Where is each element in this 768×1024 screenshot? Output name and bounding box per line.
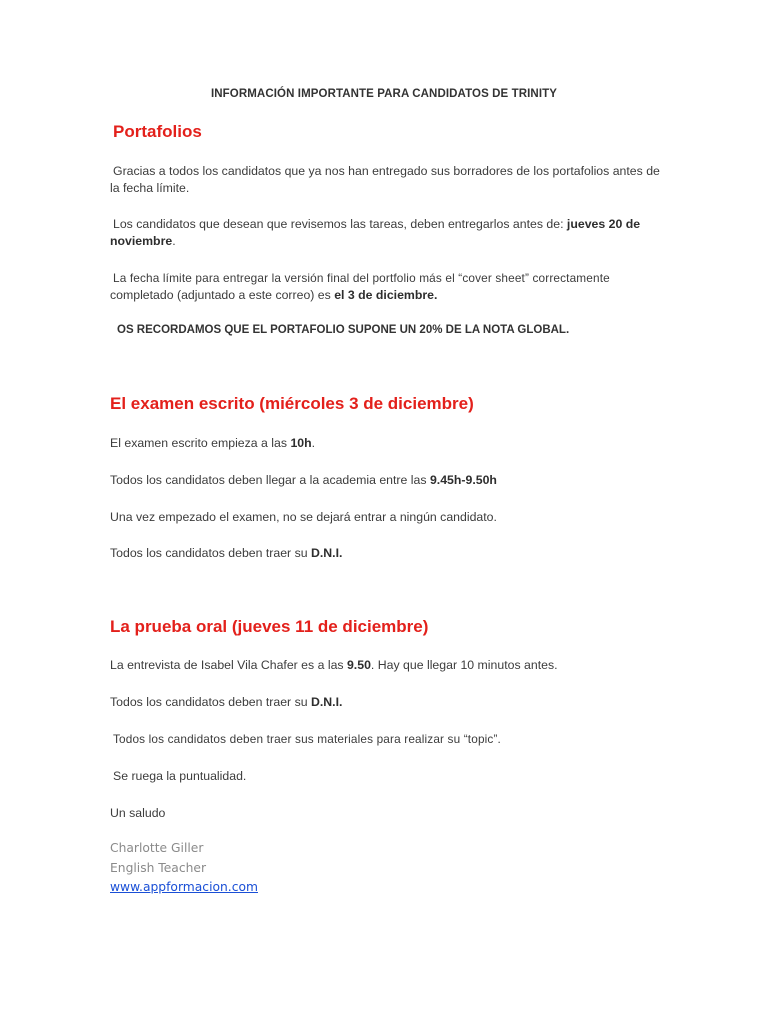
written-exam-start-end: .	[311, 436, 316, 450]
oral-exam-materials: Todos los candidatos deben traer sus materiales para realizar su “topic”.	[113, 732, 501, 746]
portafolios-final-date: el 3 de diciembre.	[334, 288, 438, 302]
oral-exam-interview-hour: 9.50	[346, 658, 371, 672]
oral-exam-interview-end: . Hay que llegar 10 minutos antes.	[370, 658, 558, 672]
portafolios-paragraph-2-end: .	[172, 234, 176, 248]
written-exam-start-time	[110, 435, 670, 452]
portafolios-paragraph-3	[110, 270, 670, 304]
oral-exam-id-text: Todos los candidatos deben traer su	[110, 695, 311, 709]
oral-exam-punctuality: Se ruega la puntualidad.	[113, 769, 247, 783]
written-exam-arrival	[110, 472, 670, 489]
signature-role: English Teacher	[110, 861, 207, 875]
written-exam-arrival-text: Todos los candidatos deben llegar a la academia entre las	[110, 473, 430, 487]
portafolios-reminder: OS RECORDAMOS QUE EL PORTAFOLIO SUPONE UN 20% DE LA NOTA GLOBAL.	[117, 324, 570, 336]
written-exam-start-text: El examen escrito empieza a las	[110, 436, 291, 450]
section-heading-portafolios: Portafolios	[113, 122, 202, 141]
written-exam-id-bold: D.N.I.	[310, 546, 343, 560]
signature-name: Charlotte Giller	[110, 841, 204, 855]
written-exam-arrival-window: 9.45h-9.50h	[429, 473, 497, 487]
written-exam-start-hour: 10h	[290, 436, 312, 450]
portafolios-paragraph-3-line-1: La fecha límite para entregar la versión final del portfolio más el “cover sheet” correctamente	[113, 271, 610, 285]
oral-exam-id-requirement	[110, 694, 670, 711]
oral-exam-interview-time	[110, 657, 670, 674]
portafolios-paragraph-3-line-2: completado (adjuntado a este correo) es	[110, 288, 335, 302]
page-title: INFORMACIÓN IMPORTANTE PARA CANDIDATOS DE TRINITY	[210, 88, 558, 100]
signature-website-link[interactable]: www.appformacion.com	[110, 880, 258, 894]
section-heading-written-exam: El examen escrito (miércoles 3 de diciembre)	[110, 394, 474, 413]
portafolios-paragraph-2	[110, 216, 670, 250]
written-exam-id-text: Todos los candidatos deben traer su	[110, 546, 311, 560]
written-exam-id-requirement	[110, 545, 670, 562]
written-exam-late-policy: Una vez empezado el examen, no se dejará entrar a ningún candidato.	[110, 510, 497, 524]
oral-exam-id-bold: D.N.I.	[310, 695, 343, 709]
portafolios-deadline-date: jueves 20 de noviembre	[110, 217, 641, 248]
section-heading-oral-exam: La prueba oral (jueves 11 de diciembre)	[110, 617, 429, 636]
portafolios-paragraph-2-text: Los candidatos que desean que revisemos las tareas, deben entregarlos antes de:	[113, 217, 567, 231]
oral-exam-interview-text: La entrevista de Isabel Vila Chafer es a las	[110, 658, 347, 672]
closing-greeting: Un saludo	[110, 806, 166, 820]
portafolios-paragraph-1: Gracias a todos los candidatos que ya nos han entregado sus borradores de los portafolios antes de la fecha límite.	[110, 164, 660, 195]
